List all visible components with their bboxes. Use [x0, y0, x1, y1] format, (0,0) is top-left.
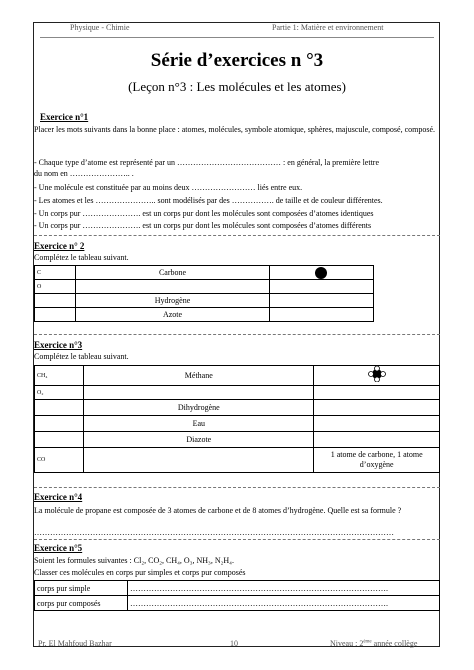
- exercise1-line: - Chaque type d’atome est représenté par un ………………………………… : en général, la première lettre: [34, 158, 379, 167]
- cell-formula[interactable]: CO: [35, 448, 84, 473]
- exercise1-line: - Un corps pur …………………. est un corps pur dont les molécules sont composées d’atomes différents: [34, 221, 372, 230]
- footer-level-sup: ème: [363, 639, 372, 645]
- separator: [34, 539, 440, 540]
- exercise3-instruction: Complétez le tableau suivant.: [34, 352, 129, 361]
- cell-description[interactable]: 1 atome de carbone, 1 atome d’oxygène: [314, 448, 440, 473]
- cell-name[interactable]: Carbone: [76, 266, 269, 280]
- cell-label: corps pur composés: [35, 596, 128, 611]
- exercise1-intro: Placer les mots suivants dans la bonne place : atomes, molécules, symbole atomique, sphères, majuscule, composé, composé.: [34, 125, 436, 134]
- page-title: Série d’exercices n °3: [150, 50, 324, 71]
- cell-name[interactable]: Azote: [76, 308, 269, 322]
- exercise2-title: Exercice n° 2: [34, 241, 85, 251]
- cell-answer[interactable]: …………………………………………………………………………………….: [128, 581, 440, 596]
- cell-model[interactable]: [269, 294, 373, 308]
- table-row: [35, 416, 440, 432]
- exercise5-table: [34, 580, 440, 611]
- separator: [34, 235, 440, 236]
- cell-formula[interactable]: [35, 432, 84, 448]
- table-row: [35, 294, 374, 308]
- cell-name[interactable]: Eau: [84, 416, 314, 432]
- cell-formula[interactable]: [35, 400, 84, 416]
- table-row: [35, 400, 440, 416]
- exercise5-instruction: Classer ces molécules en corps pur simples et corps pur composés: [34, 568, 246, 577]
- exercise5-formulas: Soient les formules suivantes : Cl₂, CO₂, CH₄, O₃, NH₃, N₂H₄.: [34, 556, 234, 565]
- header-rule: [40, 37, 434, 38]
- footer-level: [330, 639, 417, 648]
- exercise2-instruction: Complétez le tableau suivant.: [34, 253, 129, 262]
- cell-description[interactable]: [314, 432, 440, 448]
- footer-level-prefix: Niveau : 2: [330, 639, 364, 648]
- exercise3-table: [34, 365, 440, 473]
- cell-formula[interactable]: O₂: [35, 386, 84, 400]
- exercise1-line: - Un corps pur …………………. est un corps pur dont les molécules sont composées d’atomes identiques: [34, 209, 374, 218]
- cell-name[interactable]: Dihydrogène: [84, 400, 314, 416]
- separator: [34, 334, 440, 335]
- page-subtitle: (Leçon n°3 : Les molécules et les atomes): [128, 79, 346, 94]
- exercise1-line: - Une molécule est constituée par au moins deux …………………… liés entre eux.: [34, 183, 303, 192]
- table-row: [35, 432, 440, 448]
- cell-symbol[interactable]: C: [35, 266, 76, 280]
- cell-name[interactable]: [84, 386, 314, 400]
- cell-name[interactable]: [76, 280, 269, 294]
- cell-name[interactable]: Hydrogène: [76, 294, 269, 308]
- cell-symbol[interactable]: [35, 308, 76, 322]
- carbon-sphere-icon: [315, 267, 327, 279]
- footer-author: Pr. El Mahfoud Bazhar: [38, 639, 112, 648]
- header-part: Partie 1: Matière et environnement: [272, 23, 384, 32]
- cell-description[interactable]: [314, 386, 440, 400]
- footer-page-number: 10: [230, 639, 238, 648]
- table-row: [35, 581, 440, 596]
- cell-label: corps pur simple: [35, 581, 128, 596]
- exercise4-question: La molécule de propane est composée de 3 atomes de carbone et de 8 atomes d’hydrogène. Quelle est sa formule ?: [34, 506, 402, 515]
- cell-symbol[interactable]: O: [35, 280, 76, 294]
- cell-answer[interactable]: …………………………………………………………………………………….: [128, 596, 440, 611]
- exercise4-title: Exercice n°4: [34, 492, 83, 502]
- exercise5-title: Exercice n°5: [34, 543, 83, 553]
- exercise1-line: du nom en ………………….. .: [34, 169, 134, 178]
- cell-name[interactable]: Diazote: [84, 432, 314, 448]
- table-row: [35, 596, 440, 611]
- cell-model[interactable]: [314, 366, 440, 386]
- exercise1-title: Exercice n°1: [40, 112, 89, 122]
- table-row: [35, 366, 440, 386]
- methane-molecule-icon: [366, 366, 388, 382]
- cell-model[interactable]: [269, 266, 373, 280]
- table-row: [35, 280, 374, 294]
- cell-model[interactable]: [269, 280, 373, 294]
- separator: [34, 487, 440, 488]
- table-row: [35, 308, 374, 322]
- cell-description[interactable]: [314, 416, 440, 432]
- cell-name[interactable]: Méthane: [84, 366, 314, 386]
- exercise4-answer-line[interactable]: ………………………………………………………………………………………………………………………: [34, 528, 394, 537]
- exercise3-title: Exercice n°3: [34, 340, 83, 350]
- cell-description[interactable]: [314, 400, 440, 416]
- table-row: [35, 386, 440, 400]
- footer-level-suffix: année collège: [371, 639, 418, 648]
- exercise2-table: [34, 265, 374, 322]
- exercise1-line: - Les atomes et les ………………….. sont modélisés par des ……………. de taille et de couleur différentes.: [34, 196, 383, 205]
- table-row: [35, 448, 440, 473]
- cell-symbol[interactable]: [35, 294, 76, 308]
- header-subject: Physique - Chimie: [70, 23, 130, 32]
- cell-formula[interactable]: CH₄: [35, 366, 84, 386]
- table-row: [35, 266, 374, 280]
- cell-formula[interactable]: [35, 416, 84, 432]
- cell-model[interactable]: [269, 308, 373, 322]
- cell-name[interactable]: [84, 448, 314, 473]
